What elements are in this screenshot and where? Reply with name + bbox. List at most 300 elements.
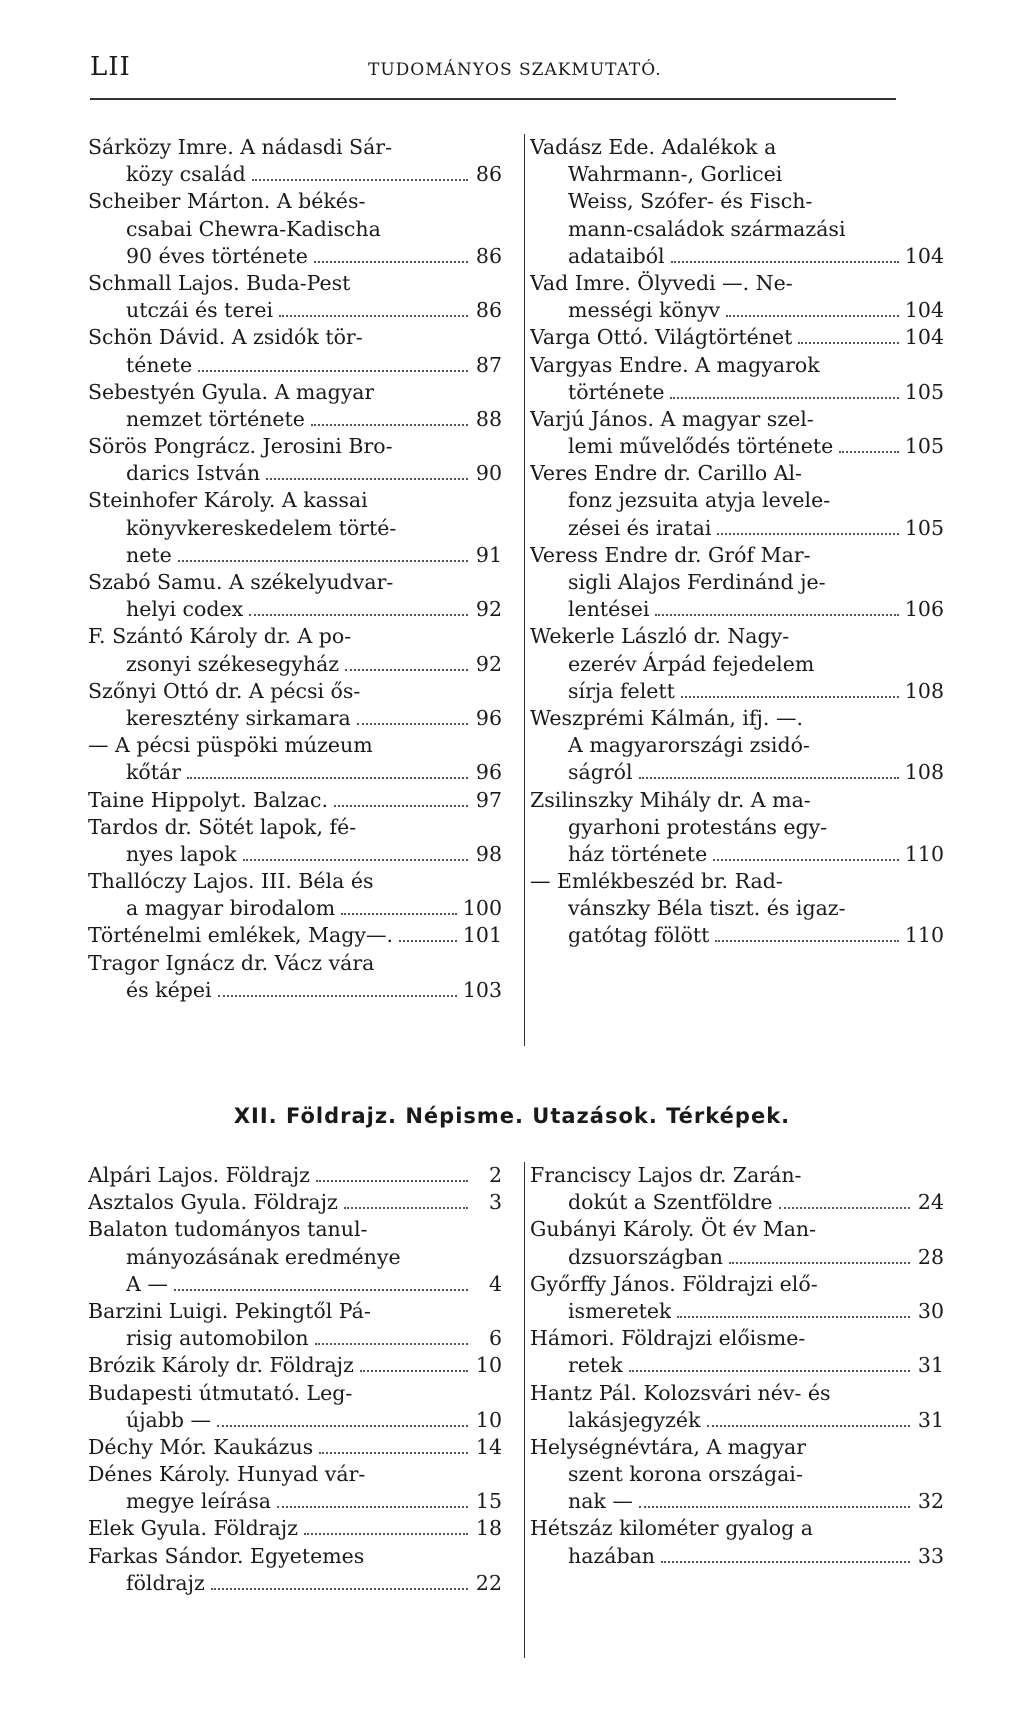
entry-text: vánszky Béla tiszt. és igaz- bbox=[568, 896, 846, 921]
index-entry bbox=[88, 1380, 502, 1434]
index-entry-line bbox=[530, 1298, 944, 1325]
dot-leader bbox=[655, 614, 898, 616]
index-entry bbox=[530, 1216, 944, 1270]
index-entry-line bbox=[88, 542, 502, 569]
index-entry bbox=[88, 1189, 502, 1216]
index-entry-line bbox=[530, 270, 944, 297]
entry-text: a magyar birodalom bbox=[126, 896, 336, 921]
entry-text: Alpári Lajos. Földrajz bbox=[88, 1163, 310, 1187]
index-entry-line bbox=[88, 1570, 502, 1597]
entry-text: gatótag fölött bbox=[568, 923, 710, 948]
index-entry-line bbox=[88, 1488, 502, 1515]
dot-leader bbox=[399, 940, 457, 942]
index-entry-line bbox=[88, 1189, 502, 1216]
index-entry-line bbox=[530, 787, 944, 814]
dot-leader bbox=[639, 777, 899, 779]
index-entry-line bbox=[88, 161, 502, 188]
page-ref: 88 bbox=[475, 406, 502, 431]
entry-text: lemi művelődés története bbox=[568, 434, 834, 459]
index-entry-line bbox=[530, 542, 944, 569]
index-entry-line bbox=[530, 1461, 944, 1488]
index-entry-line bbox=[88, 216, 502, 243]
index-entry-line bbox=[530, 1380, 944, 1407]
index-entry-line bbox=[88, 841, 502, 868]
page-ref: 104 bbox=[904, 298, 944, 323]
index-entry bbox=[88, 324, 502, 378]
page-ref: 24 bbox=[917, 1190, 944, 1215]
entry-text: A magyarországi zsidó- bbox=[568, 733, 810, 758]
entry-text: Barzini Luigi. Pekingtől Pá- bbox=[88, 1298, 371, 1323]
page-ref: 2 bbox=[488, 1163, 502, 1187]
entry-text: sigli Alajos Ferdinánd je- bbox=[568, 570, 826, 594]
index-entry-line bbox=[88, 1244, 502, 1271]
entry-text: Tardos dr. Sötét lapok, fé- bbox=[88, 814, 357, 839]
entry-text: Thallóczy Lajos. III. Béla és bbox=[88, 869, 374, 894]
page-ref: 31 bbox=[917, 1353, 944, 1378]
index-entry-line bbox=[530, 841, 944, 868]
index-entry bbox=[88, 1352, 502, 1379]
index-entry bbox=[88, 1543, 502, 1597]
dot-leader bbox=[311, 424, 468, 426]
entry-text: Győrffy János. Földrajzi elő- bbox=[530, 1271, 818, 1296]
entry-text: és képei bbox=[126, 977, 212, 1002]
dot-leader bbox=[334, 805, 468, 807]
entry-text: ténete bbox=[126, 352, 193, 377]
entry-text: A — bbox=[126, 1271, 168, 1296]
entry-text: zései és iratai bbox=[568, 515, 712, 540]
entry-text: Hétszáz kilométer gyalog a bbox=[530, 1516, 813, 1541]
dot-leader bbox=[681, 696, 899, 698]
index-entry-line bbox=[88, 922, 502, 949]
dot-leader bbox=[671, 261, 899, 263]
dot-leader bbox=[798, 342, 899, 344]
index-entry-line bbox=[530, 297, 944, 324]
index-entry bbox=[530, 1162, 944, 1216]
page-ref: 104 bbox=[904, 243, 944, 268]
page-ref: 90 bbox=[475, 461, 502, 486]
entry-text: Varjú János. A magyar szel- bbox=[530, 406, 814, 431]
index-entry-line bbox=[530, 651, 944, 678]
dot-leader bbox=[726, 315, 899, 317]
entry-text: fonz jezsuita atyja levele- bbox=[568, 488, 831, 513]
index-entry-line bbox=[88, 1216, 502, 1243]
entry-text: adataiból bbox=[568, 243, 665, 268]
entry-text: nak — bbox=[568, 1489, 633, 1514]
index-entry-line bbox=[88, 950, 502, 977]
index-entry-line bbox=[530, 134, 944, 161]
index-entry bbox=[88, 678, 502, 732]
index-section-geography bbox=[88, 1162, 964, 1662]
index-entry-line bbox=[88, 1380, 502, 1407]
entry-text: 90 éves története bbox=[126, 243, 308, 268]
page-ref: 96 bbox=[475, 705, 502, 730]
entry-text: Brózik Károly dr. Földrajz bbox=[88, 1353, 354, 1378]
entry-text: Veres Endre dr. Carillo Al- bbox=[530, 461, 802, 486]
dot-leader bbox=[357, 723, 468, 725]
entry-text: Steinhofer Károly. A kassai bbox=[88, 488, 368, 513]
entry-text: Vadász Ede. Adalékok a bbox=[530, 135, 777, 159]
index-entry-line bbox=[530, 759, 944, 786]
page-number: LII bbox=[90, 52, 131, 82]
entry-text: Tragor Ignácz dr. Vácz vára bbox=[88, 950, 375, 975]
dot-leader bbox=[217, 1425, 468, 1427]
page-ref: 10 bbox=[475, 1407, 502, 1432]
page-ref: 86 bbox=[475, 243, 502, 268]
page-ref: 22 bbox=[475, 1570, 502, 1595]
entry-text: Balaton tudományos tanul- bbox=[88, 1217, 368, 1242]
entry-text: története bbox=[568, 379, 665, 404]
page-ref: 92 bbox=[475, 651, 502, 676]
page-ref: 110 bbox=[904, 841, 944, 866]
index-entry-line bbox=[530, 1407, 944, 1434]
index-entry bbox=[88, 433, 502, 487]
page-ref: 31 bbox=[917, 1407, 944, 1432]
index-entry-line bbox=[530, 188, 944, 215]
entry-text: Wahrmann-, Gorlicei bbox=[568, 162, 783, 187]
dot-leader bbox=[715, 940, 899, 942]
page-ref: 86 bbox=[475, 162, 502, 187]
dot-leader bbox=[639, 1506, 910, 1508]
index-entry-line bbox=[88, 977, 502, 1004]
entry-text: F. Szántó Károly dr. A po- bbox=[88, 624, 352, 649]
entry-text: helyi codex bbox=[126, 597, 244, 622]
index-entry-line bbox=[530, 487, 944, 514]
dot-leader bbox=[360, 1370, 468, 1372]
entry-text: Taine Hippolyt. Balzac. bbox=[88, 787, 329, 812]
dot-leader bbox=[174, 1289, 468, 1291]
entry-text: Wekerle László dr. Nagy- bbox=[530, 624, 790, 649]
dot-leader bbox=[211, 1588, 468, 1590]
entry-text: Schmall Lajos. Buda-Pest bbox=[88, 270, 351, 295]
index-entry-line bbox=[530, 1162, 944, 1189]
entry-text: Gubányi Károly. Öt év Man- bbox=[530, 1217, 817, 1242]
index-entry-line bbox=[88, 1162, 502, 1189]
column-divider bbox=[524, 134, 525, 1046]
column-divider bbox=[524, 1162, 525, 1658]
index-entry-line bbox=[530, 569, 944, 596]
index-entry-line bbox=[530, 216, 944, 243]
entry-text: Veress Endre dr. Gróf Mar- bbox=[530, 542, 811, 567]
page-ref: 30 bbox=[917, 1298, 944, 1323]
entry-text: Sárközy Imre. A nádasdi Sár- bbox=[88, 135, 393, 159]
index-entry-line bbox=[88, 1352, 502, 1379]
entry-text: nyes lapok bbox=[126, 841, 237, 866]
entry-text: darics István bbox=[126, 461, 261, 486]
dot-leader bbox=[345, 669, 468, 671]
index-entry-line bbox=[530, 433, 944, 460]
entry-text: Hantz Pál. Kolozsvári név- és bbox=[530, 1380, 831, 1405]
index-entry bbox=[88, 787, 502, 814]
index-entry bbox=[530, 460, 944, 542]
entry-text: Hámori. Földrajzi előisme- bbox=[530, 1326, 806, 1351]
index-entry-line bbox=[530, 515, 944, 542]
page-ref: 18 bbox=[475, 1516, 502, 1541]
dot-leader bbox=[252, 179, 468, 181]
index-entry-line bbox=[88, 379, 502, 406]
index-entry-line bbox=[88, 352, 502, 379]
entry-text: kőtár bbox=[126, 760, 182, 785]
page-ref: 96 bbox=[475, 760, 502, 785]
page-ref: 104 bbox=[904, 325, 944, 350]
index-entry bbox=[530, 270, 944, 324]
dot-leader bbox=[779, 1207, 910, 1209]
index-entry-line bbox=[530, 1488, 944, 1515]
index-entry-line bbox=[88, 1407, 502, 1434]
index-entry-line bbox=[88, 243, 502, 270]
entry-text: zsonyi székesegyház bbox=[126, 651, 340, 676]
index-column-right bbox=[530, 134, 944, 950]
entry-text: nete bbox=[126, 542, 172, 567]
entry-text: mann-családok származási bbox=[568, 216, 846, 241]
index-entry-line bbox=[88, 1543, 502, 1570]
dot-leader bbox=[314, 261, 468, 263]
entry-text: ságról bbox=[568, 760, 633, 785]
index-entry-line bbox=[88, 433, 502, 460]
index-entry-line bbox=[88, 188, 502, 215]
index-column-right bbox=[530, 1162, 944, 1570]
entry-text: ház története bbox=[568, 841, 708, 866]
dot-leader bbox=[707, 1425, 911, 1427]
index-entry-line bbox=[530, 1244, 944, 1271]
page-ref: 33 bbox=[917, 1543, 944, 1568]
index-entry bbox=[530, 1434, 944, 1516]
entry-text: Zsilinszky Mihály dr. A ma- bbox=[530, 787, 811, 812]
index-entry-line bbox=[530, 1189, 944, 1216]
page-ref: 3 bbox=[488, 1190, 502, 1215]
entry-text: Varga Ottó. Világtörténet bbox=[530, 325, 793, 350]
running-head: TUDOMÁNYOS SZAKMUTATÓ. bbox=[368, 60, 662, 80]
index-entry-line bbox=[530, 922, 944, 949]
index-entry bbox=[530, 705, 944, 787]
entry-text: újabb — bbox=[126, 1407, 212, 1432]
entry-text: risig automobilon bbox=[126, 1326, 309, 1351]
index-entry-line bbox=[88, 623, 502, 650]
index-entry-line bbox=[530, 460, 944, 487]
page-ref: 105 bbox=[904, 515, 944, 540]
entry-text: könyvkereskedelem törté- bbox=[126, 515, 397, 540]
index-entry bbox=[530, 406, 944, 460]
index-entry bbox=[88, 188, 502, 270]
entry-text: Szabó Samu. A székelyudvar- bbox=[88, 570, 394, 594]
page-ref: 4 bbox=[488, 1271, 502, 1296]
page-ref: 14 bbox=[475, 1434, 502, 1459]
entry-text: Déchy Mór. Kaukázus bbox=[88, 1434, 314, 1459]
index-entry-line bbox=[88, 1298, 502, 1325]
index-entry bbox=[530, 134, 944, 270]
index-entry-line bbox=[530, 732, 944, 759]
entry-text: lentései bbox=[568, 597, 650, 622]
dot-leader bbox=[315, 1343, 468, 1345]
entry-text: Sebestyén Gyula. A magyar bbox=[88, 379, 375, 404]
index-entry-line bbox=[88, 1515, 502, 1542]
index-entry bbox=[88, 1216, 502, 1298]
dot-leader bbox=[279, 315, 468, 317]
index-entry bbox=[88, 487, 502, 569]
index-entry bbox=[88, 379, 502, 433]
index-entry bbox=[88, 814, 502, 868]
entry-text: ezerév Árpád fejedelem bbox=[568, 651, 815, 676]
index-entry-line bbox=[88, 515, 502, 542]
dot-leader bbox=[677, 1316, 910, 1318]
index-entry-line bbox=[530, 324, 944, 351]
index-entry-line bbox=[530, 678, 944, 705]
index-entry-line bbox=[88, 324, 502, 351]
page-ref: 92 bbox=[475, 597, 502, 622]
page-ref: 110 bbox=[904, 923, 944, 948]
index-entry bbox=[88, 134, 502, 188]
index-entry-line bbox=[88, 1434, 502, 1461]
index-entry bbox=[88, 1461, 502, 1515]
entry-text: — Emlékbeszéd br. Rad- bbox=[530, 869, 783, 894]
entry-text: Schön Dávid. A zsidók tör- bbox=[88, 325, 363, 350]
index-entry-line bbox=[530, 1543, 944, 1570]
index-entry bbox=[88, 1298, 502, 1352]
page-ref: 32 bbox=[917, 1489, 944, 1514]
entry-text: Asztalos Gyula. Földrajz bbox=[88, 1190, 338, 1215]
dot-leader bbox=[198, 370, 468, 372]
index-entry bbox=[88, 623, 502, 677]
entry-text: sírja felett bbox=[568, 678, 675, 703]
index-entry bbox=[530, 352, 944, 406]
dot-leader bbox=[344, 1207, 468, 1209]
page-ref: 105 bbox=[904, 434, 944, 459]
entry-text: Weiss, Szófer- és Fisch- bbox=[568, 189, 813, 214]
entry-text: közy család bbox=[126, 162, 246, 187]
index-entry-line bbox=[530, 1271, 944, 1298]
page-ref: 98 bbox=[475, 841, 502, 866]
index-entry bbox=[530, 868, 944, 950]
index-entry-line bbox=[88, 678, 502, 705]
index-section-history bbox=[88, 134, 964, 1046]
index-entry bbox=[88, 732, 502, 786]
index-entry-line bbox=[530, 1434, 944, 1461]
index-entry bbox=[530, 623, 944, 705]
index-entry-line bbox=[88, 134, 502, 161]
index-entry bbox=[88, 569, 502, 623]
index-entry-line bbox=[530, 596, 944, 623]
index-entry-line bbox=[530, 1352, 944, 1379]
entry-text: lakásjegyzék bbox=[568, 1407, 701, 1432]
index-entry-line bbox=[88, 460, 502, 487]
index-column-left bbox=[88, 1162, 502, 1597]
index-entry bbox=[88, 1162, 502, 1189]
entry-text: földrajz bbox=[126, 1570, 205, 1595]
dot-leader bbox=[304, 1533, 468, 1535]
index-entry-line bbox=[88, 705, 502, 732]
dot-leader bbox=[661, 1561, 910, 1563]
index-entry-line bbox=[88, 895, 502, 922]
page-ref: 101 bbox=[462, 923, 502, 948]
entry-text: csabai Chewra-Kadischa bbox=[126, 216, 381, 241]
entry-text: Történelmi emlékek, Magy—. bbox=[88, 923, 393, 948]
index-entry bbox=[88, 1434, 502, 1461]
index-entry bbox=[530, 324, 944, 351]
index-entry bbox=[530, 1271, 944, 1325]
index-entry-line bbox=[88, 270, 502, 297]
index-entry bbox=[88, 868, 502, 922]
dot-leader bbox=[218, 995, 457, 997]
page-ref: 86 bbox=[475, 298, 502, 323]
index-entry-line bbox=[530, 1325, 944, 1352]
entry-text: nemzet története bbox=[126, 406, 305, 431]
index-entry-line bbox=[530, 406, 944, 433]
entry-text: dzsuországban bbox=[568, 1244, 724, 1269]
dot-leader bbox=[717, 533, 898, 535]
page-ref: 103 bbox=[462, 977, 502, 1002]
dot-leader bbox=[729, 1262, 910, 1264]
entry-text: Vad Imre. Ölyvedi —. Ne- bbox=[530, 270, 793, 295]
entry-text: Farkas Sándor. Egyetemes bbox=[88, 1543, 365, 1568]
dot-leader bbox=[629, 1370, 910, 1372]
entry-text: Szőnyi Ottó dr. A pécsi ős- bbox=[88, 678, 361, 703]
dot-leader bbox=[319, 1452, 468, 1454]
index-entry-line bbox=[88, 1461, 502, 1488]
page-ref: 15 bbox=[475, 1489, 502, 1514]
page-ref: 105 bbox=[904, 379, 944, 404]
entry-text: hazában bbox=[568, 1543, 655, 1568]
index-entry-line bbox=[88, 759, 502, 786]
entry-text: — A pécsi püspöki múzeum bbox=[88, 733, 373, 758]
dot-leader bbox=[249, 614, 468, 616]
index-entry-line bbox=[530, 705, 944, 732]
index-entry-line bbox=[530, 1515, 944, 1542]
index-entry-line bbox=[88, 814, 502, 841]
page-ref: 97 bbox=[475, 787, 502, 812]
page-header bbox=[0, 0, 1024, 110]
index-entry-line bbox=[88, 406, 502, 433]
entry-text: Vargyas Endre. A magyarok bbox=[530, 352, 820, 377]
index-entry-line bbox=[530, 243, 944, 270]
index-entry-line bbox=[88, 487, 502, 514]
entry-text: Franciscy Lajos dr. Zarán- bbox=[530, 1163, 802, 1187]
entry-text: mességi könyv bbox=[568, 298, 721, 323]
dot-leader bbox=[277, 1506, 468, 1508]
page-ref: 106 bbox=[904, 597, 944, 622]
dot-leader bbox=[713, 859, 899, 861]
index-entry bbox=[530, 1380, 944, 1434]
index-entry bbox=[530, 1515, 944, 1569]
index-entry bbox=[530, 1325, 944, 1379]
dot-leader bbox=[316, 1180, 468, 1182]
entry-text: ismeretek bbox=[568, 1298, 672, 1323]
entry-text: utczái és terei bbox=[126, 298, 274, 323]
dot-leader bbox=[178, 560, 468, 562]
index-entry-line bbox=[88, 297, 502, 324]
index-entry bbox=[530, 787, 944, 869]
entry-text: Budapesti útmutató. Leg- bbox=[88, 1380, 353, 1405]
entry-text: gyarhoni protestáns egy- bbox=[568, 814, 828, 839]
index-entry-line bbox=[88, 1271, 502, 1298]
entry-text: megye leírása bbox=[126, 1489, 271, 1514]
index-entry-line bbox=[88, 868, 502, 895]
page-ref: 91 bbox=[475, 542, 502, 567]
index-entry-line bbox=[530, 379, 944, 406]
index-column-left bbox=[88, 134, 502, 1004]
page-ref: 108 bbox=[904, 760, 944, 785]
entry-text: keresztény sirkamara bbox=[126, 705, 351, 730]
index-entry bbox=[88, 270, 502, 324]
page-ref: 87 bbox=[475, 352, 502, 377]
entry-text: dokút a Szentföldre bbox=[568, 1190, 773, 1215]
index-entry-line bbox=[530, 623, 944, 650]
index-entry-line bbox=[530, 352, 944, 379]
dot-leader bbox=[839, 451, 899, 453]
entry-text: Weszprémi Kálmán, ifj. —. bbox=[530, 705, 803, 730]
index-entry-line bbox=[530, 814, 944, 841]
index-entry-line bbox=[530, 1216, 944, 1243]
index-entry bbox=[88, 950, 502, 1004]
page-ref: 100 bbox=[462, 896, 502, 921]
